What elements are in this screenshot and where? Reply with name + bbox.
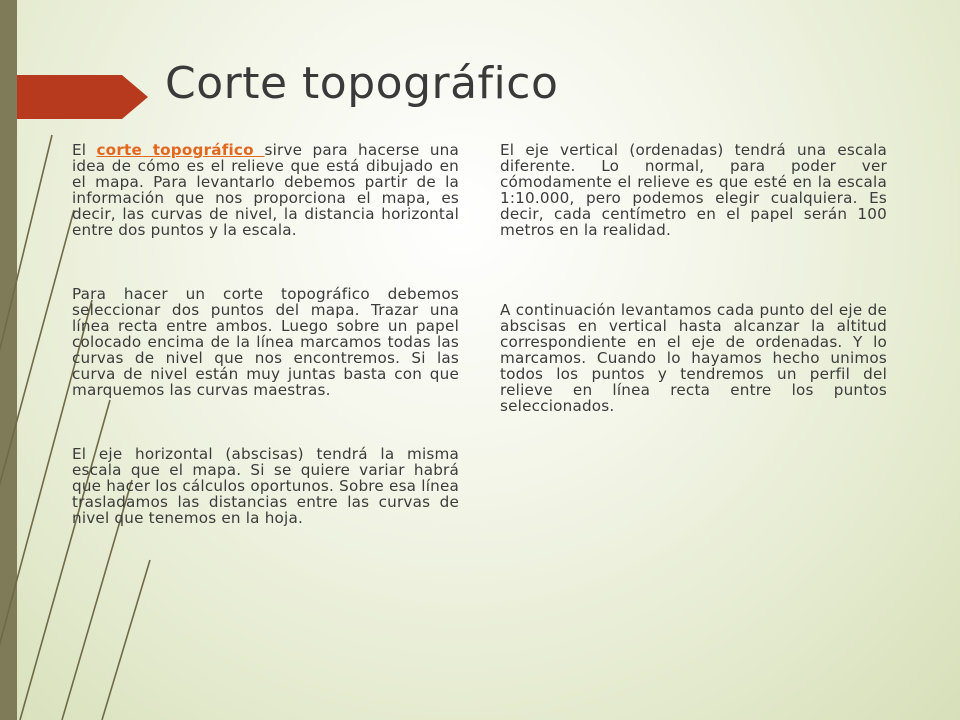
left-text-column — [72, 142, 459, 526]
right-text-column — [500, 142, 887, 414]
corte-topografico-link[interactable]: corte topográfico — [96, 141, 265, 159]
paragraph-vertical-axis: El eje vertical (ordenadas) tendrá una escala diferente. Lo normal, para poder ver cómodamente el relieve es que esté en la escala 1:10.000, pero podemos elegir cualquiera. Es decir, cada centímetro en el papel serán 100 metros en la realidad. — [500, 141, 887, 239]
paragraph-horizontal-axis: El eje horizontal (abscisas) tendrá la misma escala que el mapa. Si se quiere variar habrá que hacer los cálculos oportunos. Sobre esa línea trasladamos las distancias entre las curvas de nivel que tenemos en la hoja. — [72, 445, 459, 527]
slide-title: Corte topográfico — [165, 58, 559, 109]
paragraph-procedure: Para hacer un corte topográfico debemos seleccionar dos puntos del mapa. Trazar una línea recta entre ambos. Luego sobre un papel colocado encima de la línea marcamos todas las curvas de nivel que nos encontremos. Si las curva de nivel están muy juntas basta con que marquemos las curvas maestras. — [72, 285, 459, 399]
paragraph-intro — [72, 142, 459, 238]
intro-text-start: El — [72, 141, 97, 159]
paragraph-profile: A continuación levantamos cada punto del eje de abscisas en vertical hasta alcanzar la altitud correspondiente en el eje de ordenadas. Y lo marcamos. Cuando lo hayamos hecho unimos todos los puntos y tendremos un perfil del relieve en línea recta entre los puntos seleccionados. — [500, 301, 887, 415]
intro-text-rest: sirve para hacerse una idea de cómo es el relieve que está dibujado en el mapa. Para levantarlo debemos partir de la información que nos proporciona el mapa, es decir, las curvas de nivel, la distancia horizontal entre dos puntos y la escala. — [72, 141, 459, 239]
